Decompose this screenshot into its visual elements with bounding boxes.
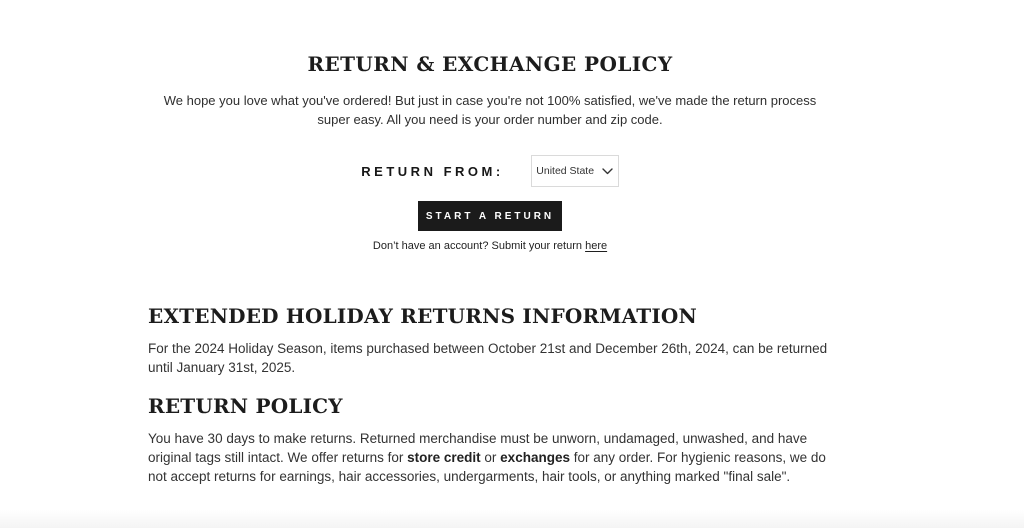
chevron-down-icon — [602, 168, 613, 175]
account-prompt-text: Don’t have an account? Submit your return — [372, 240, 583, 252]
return-policy-text-part2: or — [480, 450, 501, 465]
return-hero-section — [148, 0, 832, 252]
return-policy-text-part3: for any order. For hygienic reasons, we do not accept returns for earnings, hair accessories, undergarments, hair tools, or anything marked "final sale". — [148, 450, 826, 484]
bottom-gradient — [0, 510, 1024, 528]
holiday-returns-section — [148, 304, 832, 377]
intro-text: We hope you love what you've ordered! But just in case you're not 100% satisfied, we've made the return process super easy. All you need is your order number and zip code. — [163, 93, 817, 127]
return-policy-page — [148, 0, 832, 486]
return-policy-heading: RETURN POLICY — [148, 394, 343, 418]
account-prompt-line — [148, 240, 832, 252]
return-policy-section — [148, 394, 832, 486]
return-policy-text-part1: You have 30 days to make returns. Returned merchandise must be unworn, undamaged, unwashed, and have original tags still intact. We offer returns for — [148, 431, 808, 465]
store-credit-bold: store credit — [407, 450, 481, 465]
page-title: RETURN & EXCHANGE POLICY — [307, 52, 673, 76]
return-from-row — [148, 155, 832, 187]
holiday-returns-text: For the 2024 Holiday Season, items purchased between October 21st and December 26th, 2024, can be returned until January 31st, 2025. — [148, 341, 828, 375]
return-policy-text — [148, 429, 832, 486]
exchanges-bold: exchanges — [500, 450, 570, 465]
country-select-value: United State — [536, 165, 595, 177]
start-return-button[interactable]: START A RETURN — [418, 201, 562, 231]
holiday-returns-heading: EXTENDED HOLIDAY RETURNS INFORMATION — [148, 304, 697, 328]
country-select[interactable] — [531, 155, 619, 187]
return-from-label: RETURN FROM: — [361, 163, 504, 179]
submit-return-here-link[interactable]: here — [585, 240, 608, 252]
